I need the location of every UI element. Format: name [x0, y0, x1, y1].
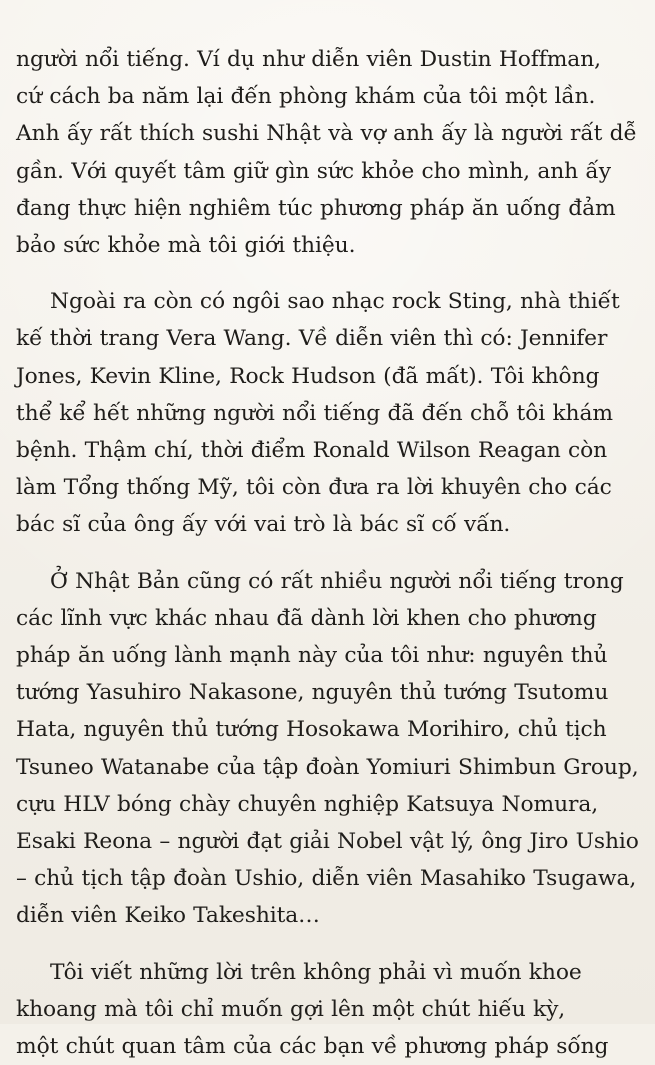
paragraph-line: Ngoài ra còn có ngôi sao nhạc rock Sting, nhà thiết: [50, 289, 620, 315]
paragraph-line: Ở Nhật Bản cũng có rất nhiều người nổi tiếng trong: [50, 568, 624, 594]
paragraph-4: [16, 954, 625, 1065]
paragraph-line: khoang mà tôi chỉ muốn gợi lên một chút hiếu kỳ,: [16, 996, 566, 1022]
paragraph-line: pháp ăn uống lành mạnh này của tôi như: nguyên thủ: [16, 643, 608, 669]
paragraph-line: làm Tổng thống Mỹ, tôi còn đưa ra lời khuyên cho các: [16, 475, 612, 501]
paragraph-line: bảo sức khỏe mà tôi giới thiệu.: [16, 233, 356, 259]
paragraph-line: bệnh. Thậm chí, thời điểm Ronald Wilson Reagan còn: [16, 438, 608, 464]
paragraph-line: Jones, Kevin Kline, Rock Hudson (đã mất). Tôi không: [16, 363, 600, 389]
paragraph-line: người nổi tiếng. Ví dụ như diễn viên Dustin Hoffman,: [16, 47, 601, 72]
paragraph-line: kế thời trang Vera Wang. Về diễn viên thì có: Jennifer: [16, 326, 608, 352]
paragraph-line: – chủ tịch tập đoàn Ushio, diễn viên Masahiko Tsugawa,: [16, 866, 637, 892]
paragraph-line: các lĩnh vực khác nhau đã dành lời khen cho phương: [16, 605, 597, 631]
paragraph-line: Anh ấy rất thích sushi Nhật và vợ anh ấy là người rất dễ: [16, 121, 637, 147]
paragraph-line: Tsuneo Watanabe của tập đoàn Yomiuri Shimbun Group,: [16, 754, 639, 780]
paragraph-line: gần. Với quyết tâm giữ gìn sức khỏe cho mình, anh ấy: [16, 158, 611, 184]
paragraph-line: Esaki Reona – người đạt giải Nobel vật lý, ông Jiro Ushio: [16, 829, 639, 855]
paragraph-line: Hata, nguyên thủ tướng Hosokawa Morihiro, chủ tịch: [16, 717, 607, 743]
paragraph-line: thể kể hết những người nổi tiếng đã đến chỗ tôi khám: [16, 400, 613, 426]
paragraph-line: cứ cách ba năm lại đến phòng khám của tôi một lần.: [16, 84, 596, 110]
paragraph-2: [16, 283, 625, 543]
paragraph-line: bác sĩ của ông ấy với vai trò là bác sĩ cố vấn.: [16, 512, 511, 538]
paragraph-line: đang thực hiện nghiêm túc phương pháp ăn uống đảm: [16, 195, 616, 221]
paragraph-line: cựu HLV bóng chày chuyên nghiệp Katsuya Nomura,: [16, 791, 599, 817]
paragraph-line: một chút quan tâm của các bạn về phương pháp sống: [16, 1034, 609, 1060]
paragraph-1: [16, 41, 637, 264]
paragraph-3: [16, 563, 639, 935]
paragraph-line: diễn viên Keiko Takeshita…: [16, 903, 320, 929]
paragraph-line: Tôi viết những lời trên không phải vì muốn khoe: [50, 959, 582, 985]
paragraph-line: tướng Yasuhiro Nakasone, nguyên thủ tướng Tsutomu: [16, 680, 609, 706]
